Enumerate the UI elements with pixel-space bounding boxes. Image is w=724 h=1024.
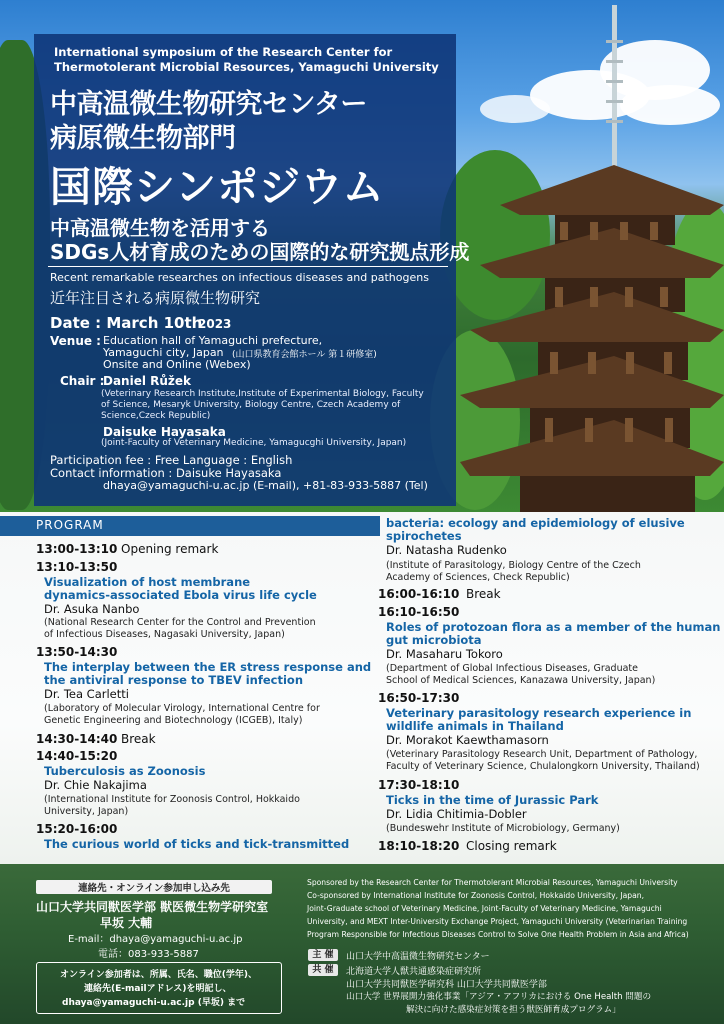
talk-title: the antiviral response to TBEV infection [44, 673, 304, 687]
speaker-affiliation: (Laboratory of Molecular Virology, International Centre for [44, 703, 320, 714]
slot-label: Break [466, 587, 501, 601]
slot-time: 14:40-15:20 [36, 749, 118, 763]
speaker-affiliation: (Bundeswehr Institute of Microbiology, Germany) [386, 823, 620, 834]
venue-line2: Yamaguchi city, Japan [103, 346, 224, 359]
cohost-line2: 山口大学共同獣医学研究科 山口大学共同獣医学部 [346, 980, 547, 990]
cohost-line3: 山口大学 世界展開力強化事業「アジア・アフリカにおける One Health 問題の [346, 992, 652, 1002]
speaker-name: Dr. Natasha Rudenko [386, 543, 507, 557]
sponsor-line2: Co-sponsored by International Institute for Zoonosis Control, Hokkaido University, Japan, [307, 891, 644, 900]
speaker-affiliation: Faculty of Veterinary Science, Chulalongkorn University, Thailand) [386, 761, 700, 772]
venue-line1: Education hall of Yamaguchi prefecture, [103, 334, 323, 347]
slot-time: 18:10-18:20 [378, 839, 460, 853]
contact-tel: 電話：083-933-5887 [98, 949, 199, 960]
contact-information: Contact information : Daisuke Hayasaka [50, 466, 282, 480]
chair-2-name: Daisuke Hayasaka [103, 425, 226, 439]
contact-person: 早坂 大輔 [100, 916, 153, 930]
sponsor-line1: Sponsored by the Research Center for Thermotolerant Microbial Resources, Yamaguchi University [307, 878, 678, 887]
talk-title: The interplay between the ER stress response and [44, 660, 372, 674]
host-tag: 主 催 [308, 949, 338, 961]
slot-label: Break [121, 732, 156, 746]
sponsor-line3: Joint-Graduate school of Veterinary Medicine, Joint-Faculty of Veterinary Medicine, Yamaguchi [307, 904, 662, 913]
chair-1-aff-line2: of Science, Mesaryk University, Biology Centre, Czech Academy of [101, 400, 401, 410]
chair-2-aff: (Joint-Faculty of Veterinary Medicine, Yamagucghi University, Japan) [101, 438, 407, 448]
talk-title: gut microbiota [386, 633, 482, 647]
sponsor-line5: Program Responsible for Infectious Diseases Control to Solve One Health Problem in Asia and Africa) [307, 930, 689, 939]
chair-label: Chair : [60, 374, 105, 388]
chair-1-name: Daniel Růžek [103, 374, 192, 388]
speaker-affiliation: School of Medical Sciences, Kanazawa University, Japan) [386, 675, 656, 686]
talk-title: Ticks in the time of Jurassic Park [386, 793, 599, 807]
org-title-jp-line2: 病原微生物部門 [50, 123, 236, 154]
online-notice-line2: 連絡先(E-mailアドレス)を明記し、 [84, 984, 232, 994]
speaker-affiliation: University, Japan) [44, 806, 129, 817]
speaker-affiliation: (National Research Center for the Control and Prevention [44, 617, 316, 628]
venue-line3: Onsite and Online [103, 358, 202, 371]
venue-line4: (Webex) [205, 358, 251, 371]
speaker-affiliation: Academy of Sciences, Check Republic) [386, 572, 570, 583]
talk-title: The curious world of ticks and tick-transmitted [44, 837, 350, 851]
speaker-name: Dr. Chie Nakajima [44, 778, 147, 792]
speaker-affiliation: Genetic Engineering and Biotechnology (ICGEB), Italy) [44, 715, 303, 726]
talk-title: Veterinary parasitology research experience in [386, 706, 692, 720]
chair-1-aff-line3: Science,Czeck Republic) [101, 411, 211, 421]
contact-tag-label: 連絡先・オンライン参加申し込み先 [78, 883, 230, 894]
theme-jp: 近年注目される病原微生物研究 [50, 289, 261, 307]
slot-time: 16:10-16:50 [378, 605, 460, 619]
cohost-tag: 共 催 [308, 964, 338, 976]
chair-1-aff-line1: (Veterinary Research Institute,Institute of Experimental Biology, Faculty [101, 389, 424, 399]
symposium-title-en-line2: Thermotolerant Microbial Resources, Yamaguchi University [54, 60, 439, 74]
talk-title: Visualization of host membrane [44, 575, 251, 589]
event-year: 2023 [198, 317, 232, 331]
talk-title: Roles of protozoan flora as a member of the human [386, 620, 721, 634]
slot-time: 13:50-14:30 [36, 645, 118, 659]
event-date: Date : March 10th [50, 314, 203, 332]
speaker-affiliation: (Institute of Parasitology, Biology Centre of the Czech [386, 560, 641, 571]
talk-title: Tuberculosis as Zoonosis [44, 764, 206, 778]
divider-line [48, 266, 448, 267]
slot-time: 16:50-17:30 [378, 691, 460, 705]
contact-email-tel: dhaya@yamaguchi-u.ac.jp (E-mail), +81-83-933-5887 (Tel) [103, 479, 428, 492]
talk-title: spirochetes [386, 529, 462, 543]
slot-time: 17:30-18:10 [378, 778, 460, 792]
speaker-name: Dr. Morakot Kaewthamasorn [386, 733, 549, 747]
program-header-bar [0, 516, 380, 536]
cohost-line4: 解決に向けた感染症対策を担う獣医師育成プログラム」 [406, 1005, 621, 1015]
contact-department: 山口大学共同獣医学部 獣医微生物学研究室 [36, 900, 269, 914]
speaker-affiliation: (International Institute for Zoonosis Control, Hokkaido [44, 794, 300, 805]
host-name: 山口大学中高温微生物研究センター [346, 952, 490, 962]
speaker-name: Dr. Lidia Chitimia-Dobler [386, 807, 527, 821]
venue-label: Venue : [50, 334, 101, 348]
sponsor-line4: University, and MEXT Inter-University Exchange Project, Yamaguchi University (Veterinarian Training [307, 917, 688, 926]
slot-time: 15:20-16:00 [36, 822, 118, 836]
talk-title: wildlife animals in Thailand [386, 719, 564, 733]
speaker-affiliation: (Department of Global Infectious Diseases, Graduate [386, 663, 639, 674]
speaker-affiliation: (Veterinary Parasitology Research Unit, Department of Pathology, [386, 749, 698, 760]
slot-label: Opening remark [121, 542, 219, 556]
symposium-title-jp: 国際シンポジウム [50, 163, 385, 211]
online-notice-line3: dhaya@yamaguchi-u.ac.jp (早坂) まで [62, 998, 246, 1008]
subtitle-jp-line2: SDGs人材育成のための国際的な研究拠点形成 [50, 240, 470, 264]
speaker-name: Dr. Masaharu Tokoro [386, 647, 503, 661]
subtitle-jp-line1: 中高温微生物を活用する [50, 216, 270, 240]
venue-jp: (山口県教育会館ホール 第１研修室) [232, 350, 377, 360]
speaker-name: Dr. Asuka Nanbo [44, 602, 140, 616]
speaker-name: Dr. Tea Carletti [44, 687, 129, 701]
talk-title: bacteria: ecology and epidemiology of elusive [386, 516, 685, 530]
slot-time: 13:00-13:10 [36, 542, 118, 556]
org-title-jp-line1: 中高温微生物研究センター [50, 89, 367, 120]
cohost-line1: 北海道大学人獣共通感染症研究所 [346, 967, 482, 977]
symposium-title-en-line1: International symposium of the Research Center for [54, 45, 393, 59]
speaker-affiliation: of Infectious Diseases, Nagasaki University, Japan) [44, 629, 285, 640]
participation-fee-language: Participation fee : Free Language : English [50, 453, 293, 467]
online-notice-line1: オンライン参加者は、所属、氏名、職位(学年)、 [60, 970, 257, 980]
slot-time: 16:00-16:10 [378, 587, 460, 601]
theme-en: Recent remarkable researches on infectious diseases and pathogens [50, 271, 429, 284]
program-header: PROGRAM [36, 518, 104, 532]
slot-time: 13:10-13:50 [36, 560, 118, 574]
slot-label: Closing remark [466, 839, 557, 853]
talk-title: dynamics-associated Ebola virus life cycle [44, 588, 317, 602]
pagoda-illustration [460, 0, 724, 512]
contact-tag [36, 880, 272, 894]
slot-time: 14:30-14:40 [36, 732, 118, 746]
contact-email: E-mail：dhaya@yamaguchi-u.ac.jp [68, 934, 243, 945]
